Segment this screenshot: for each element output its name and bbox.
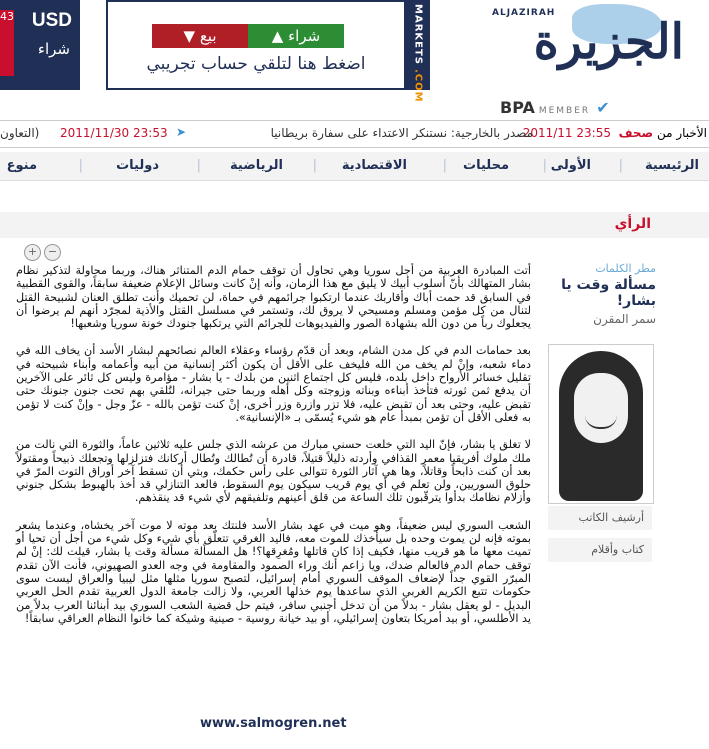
zoom-in-icon[interactable]: + bbox=[24, 244, 41, 261]
usd-label: USD bbox=[31, 10, 72, 31]
article-paragraph: بعد حمامات الدم في كل مدن الشام، وبعد أن قدّم رؤساء وعقلاء العالم نصائحهم لبشار الأسد أن يخاف الله في دماء شعبه، وإنْ لم يخف من الله فليخف على الأقل أن يكون أكثر إنسانية من أبيه وأعمامه وأبناء شبيحته في تقليل خسائر الأرواح داخل بلده، فليس كل اجتماع اثنين من بلدك - يا بشار - مؤامرة وليس كل ثائر على الآخرين أن يدفع ثمن ثورته فتأخذ أبناءه وبناته وزوجته وكل أهله وربما حتى جيرانه، لتُلقي بهم تحت جنون جنونك حتى تقبض عليه، وحتى بعد أن تقبض عليه، فلا تزر وازرة وزر أخرى، إنْ كنت تؤمن بالله - عزّ وجل - وإنْ كنت لا تؤمن به فعلى الأقل أن تؤمن بمبدأ عام هو شيء يُسمّى بـ «الإنسانية». bbox=[16, 344, 531, 424]
chevron-up-icon: ▲ bbox=[271, 27, 289, 45]
writers-link[interactable] bbox=[548, 538, 652, 562]
nav-separator: | bbox=[196, 158, 201, 173]
arrow-icon: ➤ bbox=[176, 125, 187, 139]
writer-archive-link[interactable] bbox=[548, 506, 652, 530]
trading-ad[interactable] bbox=[106, 0, 406, 90]
sell-button-label: بيع bbox=[199, 27, 217, 45]
zoom-out-icon[interactable]: − bbox=[44, 244, 61, 261]
ticker-headline-2[interactable]: (التعاون bbox=[0, 126, 40, 140]
markets-com-strip[interactable] bbox=[406, 0, 430, 103]
article-paragraph: لا تغلق يا بشار، فإنّ اليد التي خلعت حسني مبارك من عرشه الذي جلس عليه ثلاثين عاماً، والثورة التي نالت من ملك ملوك أفريقيا معمر القذافي وأردته ذليلاً قتيلاً، قادرة أن تُطالك وتُطال أركانك فتزلزلها وتجعلك ذبيحاً ومقتولاً بعد أن كنت ذابحاً وقاتلاً، وها هي آثار الثورة تتوالى على رأس حكمك، وبتي أن تسقط آخر أوراق التوت المرّ في حلوق السوريين، ولن تعلم في أي يوم قريب سيكون يوم السقوط، فالعد التنازلي قد أخذ بالهبوط بشكل جنوني وأزلام نظامك بدأوا يترقّبون تلك الساعة من قلق أعينهم وتلفيقهم لأي شيء قد ينقذهم. bbox=[16, 438, 531, 505]
writer-archive-label: أرشيف الكاتب bbox=[578, 511, 644, 524]
usd-buy-label: شراء bbox=[37, 40, 70, 58]
nav-item-sports[interactable]: الرياضية bbox=[230, 158, 283, 173]
author-website-link[interactable]: www.salmogren.net bbox=[200, 716, 347, 731]
logo-arabic: الجزيرة bbox=[533, 14, 684, 70]
ticker-source: صحف bbox=[618, 126, 654, 140]
ad-red-number: 43 bbox=[0, 10, 14, 23]
nav-separator: | bbox=[78, 158, 83, 173]
nav-separator: | bbox=[542, 158, 547, 173]
ticker-label bbox=[619, 126, 707, 140]
article-title: مسألة وقت يا بشار! bbox=[561, 277, 656, 309]
ticker-time-2: 23:53 2011/11/30 bbox=[60, 126, 168, 140]
section-title: الرأي bbox=[614, 216, 651, 232]
bpa-label: BPA bbox=[500, 98, 535, 117]
check-icon: ✔ bbox=[596, 98, 610, 117]
buy-button[interactable] bbox=[248, 24, 344, 48]
writers-label: كتاب وأقلام bbox=[591, 543, 644, 556]
column-name: مطر الكلمات bbox=[595, 262, 656, 275]
markets-com-label: .COM bbox=[412, 69, 424, 103]
nav-item-local[interactable]: محليات bbox=[463, 158, 509, 173]
nav-item-international[interactable]: دوليات bbox=[116, 158, 159, 173]
markets-label: MARKETS bbox=[412, 4, 424, 65]
buy-button-label: شراء bbox=[288, 27, 321, 45]
photo-face bbox=[574, 373, 628, 443]
ad-red-strip bbox=[0, 10, 14, 76]
member-label: MEMBER bbox=[538, 106, 591, 116]
section-header bbox=[0, 212, 709, 238]
article-paragraph: أتت المبادرة العربية من أجل سوريا وهي تحاول أن توقف حمام الدم المتناثر هناك، وربما محاولة لتذكير نظام بشار المتهالك بأنّ أسلوب أبيك لا يليق مع هذا الزمان، وأنه إنْ كانت وسائل الإعلام ضعيفة سابقاً، والقوى القطبية في السابق قد حمت أباك وأقاربك عندما ارتكبوا جرائمهم في حماة، لن تحميك وأنت تطلق العنان لشبيحة القتل لتنال من كل مؤمن ومسلم ومسيحي لا يروق لك، وتستمر في مسلسل القتل والأذية لمجرّد أنهم لم يرضوا أن يجعلوك رباً من دون الله بشهادة الصور والفيديوهات للجرائم التي يرتكبها جنودك خونة سوريا وشعبها! bbox=[16, 264, 531, 331]
site-logo[interactable] bbox=[478, 0, 708, 92]
ticker-prefix: الأخبار من bbox=[656, 126, 707, 140]
nav-separator: | bbox=[442, 158, 447, 173]
news-ticker bbox=[0, 120, 709, 148]
nav-item-first[interactable]: الأولى bbox=[550, 158, 591, 173]
usd-ad[interactable] bbox=[0, 0, 80, 90]
ticker-time: 23:55 2011/11 bbox=[522, 126, 611, 140]
author-box bbox=[546, 262, 656, 326]
nav-item-home[interactable]: الرئيسية bbox=[644, 158, 699, 173]
article-body bbox=[16, 264, 531, 639]
ad-cta[interactable]: اضغط هنا لتلقي حساب تجريبي bbox=[146, 54, 366, 74]
bpa-member bbox=[500, 98, 610, 117]
author-name[interactable]: سمر المقرن bbox=[593, 312, 656, 326]
logo-english: ALJAZIRAH bbox=[492, 8, 556, 18]
main-nav bbox=[0, 152, 709, 181]
author-photo bbox=[548, 344, 654, 504]
chevron-down-icon: ▼ bbox=[183, 27, 200, 45]
ticker-headline[interactable]: مصدر بالخارجية: نستنكر الاعتداء على سفارة بريطانيا bbox=[270, 126, 533, 140]
nav-item-misc[interactable]: منوع bbox=[6, 158, 37, 173]
nav-item-economy[interactable]: الاقتصادية bbox=[341, 158, 407, 173]
sell-button[interactable] bbox=[152, 24, 248, 48]
nav-separator: | bbox=[312, 158, 317, 173]
nav-separator: | bbox=[618, 158, 623, 173]
article-paragraph: الشعب السوري ليس ضعيفاً، وهو ميت في عهد بشار الأسد فلنتك بعد موته لا موت آخر يخشاه، وعندما يشعر بموته فإنه لن يموت وحده بل سيأخذك للموت معه، فاليد الغرقي تتعلّق بأي شيء وكل شيء من أجل أن تحيا أو تميت معها ما هو قريب منها، فكيف إذا كان قاتلها ومُغرِقها؟! هل المسألة مسألة وقت يا بشار، قيلت لك: إنْ لم توقف حمام الدم فالعالم ضدك، ويا زاعم أنك وراء الصمود والمقاومة في وجه العدو الصهيوني، فأنت الآن تقدم المبرّر القوي جداً لإضعاف الموقف السوري أمام إسرائيل، لتصبح سوريا مثلها مثل ليبيا والعراق ليست سوى حكومات تتبع الكريم الغربي الذي ساعدها يوم خذلها العربي، ولا زالت جامعة الدول العربية تقدم الحل العربي البديل - لو يعقل بشار - بدلاً من أن تدخل أجنبي سافر، فيتم حل قضية الشعب السوري بيد أبنائنا العرب بدلاً من يد الأطلسي، أو بيد أمريكا بتعاون إسرائيلي، أو بيد خيانة روسية - صينية وشيكة كما خانوا النظام العراقي سابقاً! bbox=[16, 518, 531, 625]
